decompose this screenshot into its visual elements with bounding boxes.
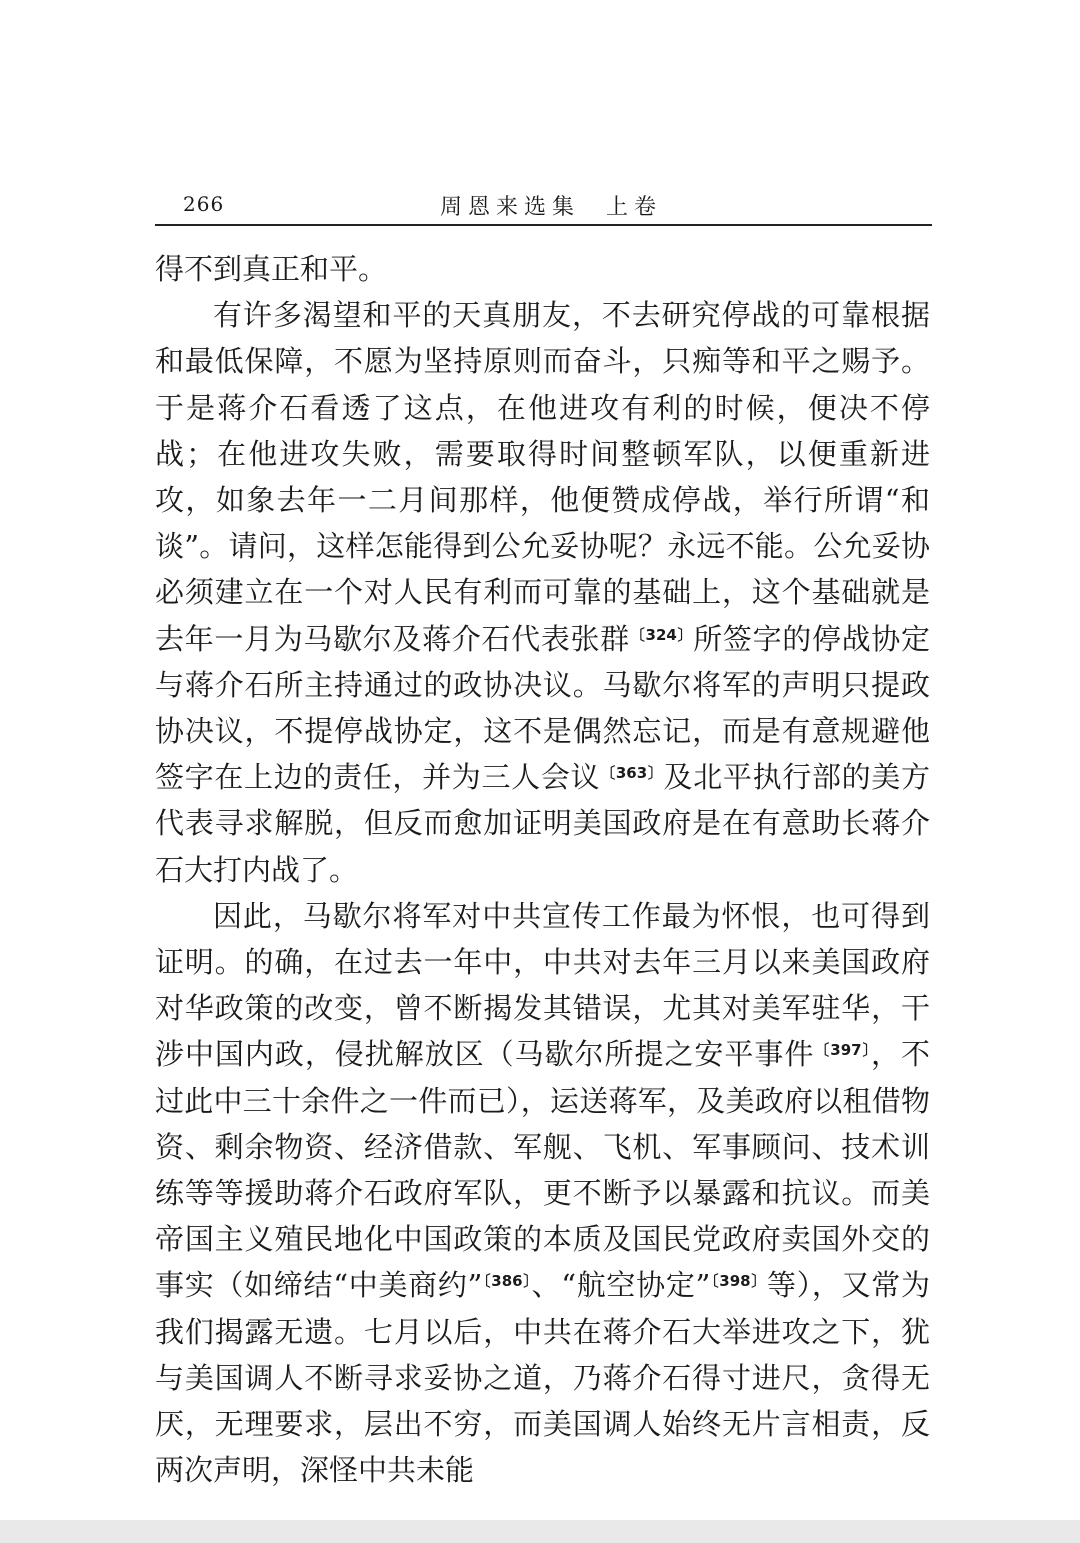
reference-marker: 〔398〕	[710, 1272, 767, 1291]
bottom-bar	[0, 1520, 1080, 1543]
text-run: 及北平执行部的美方代表寻求解脱，但反而愈加证明美国政府是在有意助长蒋介石大打内战了。	[155, 760, 930, 887]
text-run: 、“航空协定”	[531, 1268, 711, 1303]
paragraph	[155, 893, 930, 1494]
reference-marker: 〔363〕	[600, 764, 664, 783]
text-run: 等），又常为我们揭露无遗。七月以后，中共在蒋介石大举进攻之下，犹与美国调人不断寻求妥协之道，乃蒋介石得寸进尺，贪得无厌，无理要求，层出不穷，而美国调人始终无片言相责，反两次声明，深怪中共未能	[155, 1268, 931, 1488]
text-run: 有许多渴望和平的天真朋友，不去研究停战的可靠根据和最低保障，不愿为坚持原则而奋斗，只痴等和平之赐予。于是蒋介石看透了这点，在他进攻有利的时候，便决不停战；在他进攻失败，需要取得时间整顿军队，以便重新进攻，如象去年一二月间那样，他便赞成停战，举行所谓“和谈”。请问，这样怎能得到公允妥协呢？永远不能。公允妥协必须建立在一个对人民有利而可靠的基础上，这个基础就是去年一月为马歇尔及蒋介石代表张群	[155, 298, 930, 656]
text-run: 所签字的停战协定与蒋介石所主持通过的政协决议。马歇尔将军的声明只提政协决议，不提停战协定，这不是偶然忘记，而是有意规避他签字在上边的责任，并为三人会议	[155, 621, 930, 795]
reference-marker: 〔386〕	[482, 1272, 532, 1291]
paragraph	[155, 246, 930, 292]
reference-marker: 〔324〕	[629, 625, 694, 644]
page-number: 266	[183, 192, 225, 216]
body-text	[155, 246, 930, 1493]
page-header	[155, 186, 930, 226]
reference-marker: 〔397〕	[814, 1041, 872, 1060]
paragraph	[155, 292, 930, 893]
header-rule	[155, 224, 932, 226]
text-run: ，不过此中三十余件之一件而已），运送蒋军，及美政府以租借物资、剩余物资、经济借款、军舰、飞机、军事顾问、技术训练等等援助蒋介石政府军队，更不断予以暴露和抗议。而美帝国主义殖民地化中国政策的本质及国民党政府卖国外交的事实（如缔结“中美商约”	[155, 1037, 930, 1303]
text-run: 因此，马歇尔将军对中共宣传工作最为怀恨，也可得到证明。的确，在过去一年中，中共对去年三月以来美国政府对华政策的改变，曾不断揭发其错误，尤其对美军驻华，干涉中国内政，侵扰解放区（马歇尔所提之安平事件	[155, 898, 930, 1072]
text-run: 得不到真正和平。	[155, 252, 388, 286]
running-title: 周恩来选集 上卷	[440, 195, 662, 220]
